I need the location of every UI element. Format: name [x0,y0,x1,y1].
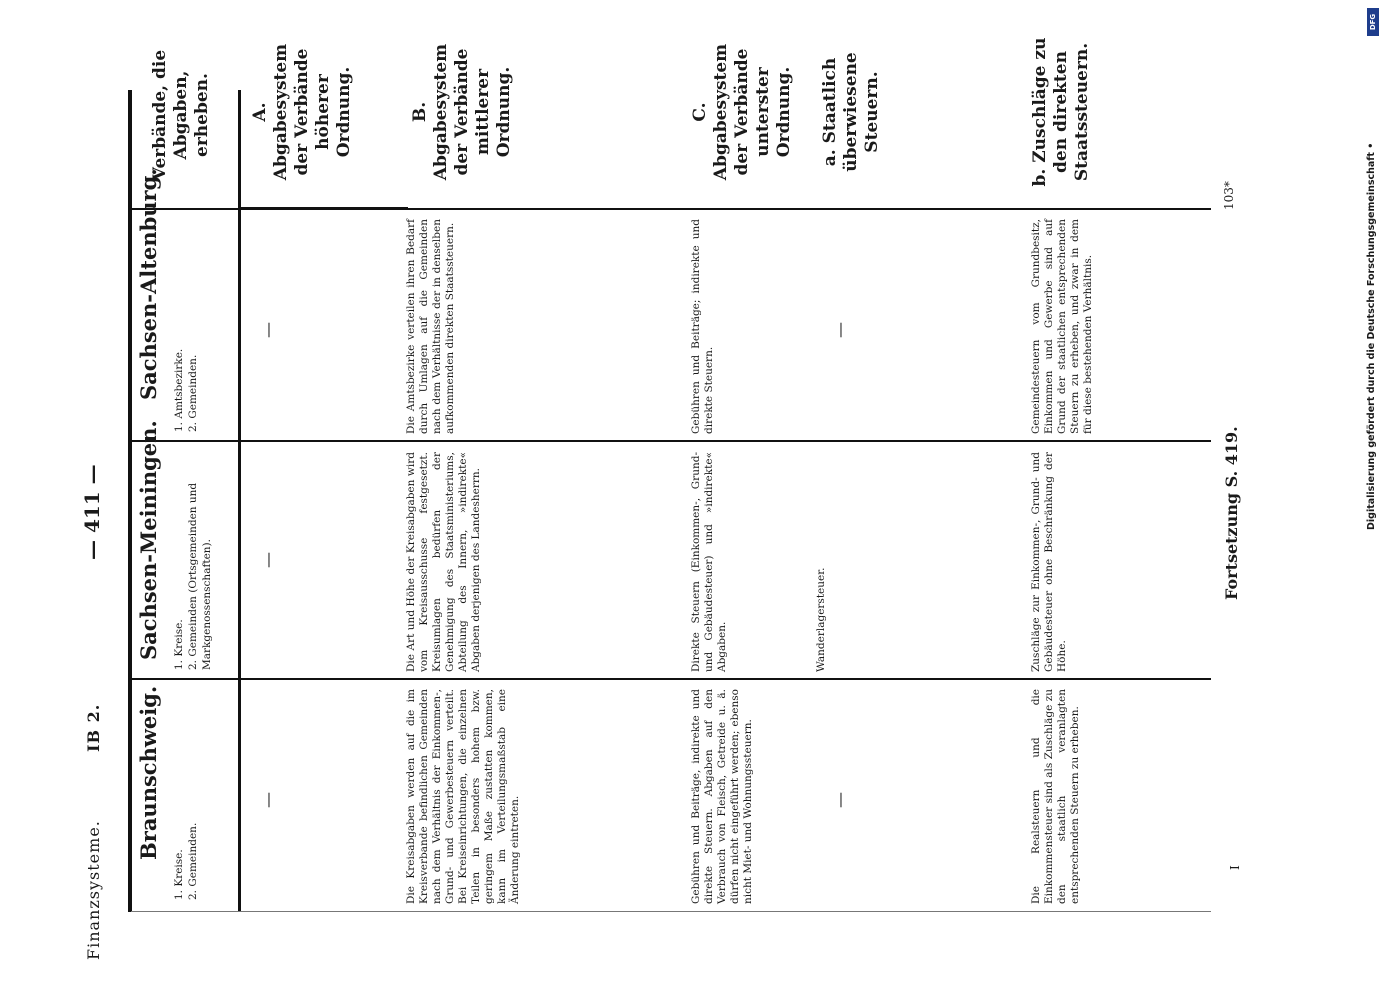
cell-meiningen-row-a-small: Wanderlagersteuer. [815,567,827,672]
rule-col-3 [131,440,1211,442]
list-item: 1. Kreise. [173,849,185,900]
category-row-a-small: a. Staatlich überwiesene Steuern. [820,52,882,172]
column-header-braunschweig: Braunschweig. [136,685,161,860]
column-header-altenburg: Sachsen-Altenburg. [136,168,161,400]
continuation-note: Fortsetzung S. 419. [1222,426,1241,600]
list-altenburg [172,222,200,432]
cell-braunschweig-row-a: — [258,792,277,808]
cell-braunschweig-row-b: Die Kreisabgaben werden auf die im Kreisverbande befindlichen Gemeinden nach dem Verhältnis der Einkommen-, Grund- und Gewerbesteuern verteilt. Bei Kreiseinrichtungen, die einzelnen Teilen in besonders hohem bzw. geringem Maße zustatten kommen, kann im Verteilungsmaßstab eine Änderung eintreten. [405,689,521,904]
signature-mark: I [1228,865,1242,870]
cell-meiningen-row-a: — [258,552,277,568]
category-row-a: A. Abgabesystem der Verbände höherer Ordnung. [250,43,354,181]
rule-header-bottom [238,90,241,912]
cell-altenburg-row-a-small: — [830,322,849,338]
cell-altenburg-row-a: — [258,322,277,338]
cell-braunschweig-row-a-small: — [830,792,849,808]
digitization-note-text: Digitalisierung gefördert durch die Deutsche Forschungsgemeinschaft • [1366,142,1377,530]
cell-braunschweig-row-c: Gebühren und Beiträge, indirekte und direkte Steuern. Abgaben auf den Verbrauch von Fleisch, Getreide u. ä. dürfen nicht eingeführt werden; ebenso nicht Miet- und Wohnungssteuern. [690,689,754,904]
rule-col-1 [131,911,1211,912]
list-item: 2. Gemeinden. [187,822,199,900]
cell-braunschweig-row-b-small: Die Realsteuern und die Einkommensteuer sind als Zuschläge zu den staatlich veranlagten entsprechenden Steuern zu erheben. [1030,689,1081,904]
list-braunschweig [172,690,200,900]
rule-col-4 [131,208,1211,210]
list-item: 1. Amtsbezirke. [173,348,185,432]
digitization-note [1366,10,1378,530]
category-row-b: B. Abgabesystem der Verbände mittlerer Ordnung. [410,43,514,181]
cell-altenburg-row-c: Gebühren und Beiträge; indirekte und direkte Steuern. [690,219,715,434]
cell-meiningen-row-c: Direkte Steuern (Einkommen-, Grund- und Gebäudesteuer) und »indirekte« Abgaben. [690,452,728,672]
page-number: — 411 — [80,464,104,560]
sheet-code: 103* [1222,181,1236,210]
cell-altenburg-row-b-small: Gemeindesteuern vom Grundbesitz, Einkommen und Gewerbe sind auf Grund der staatlichen entsprechenden Steuern zu erheben, und zwar in dem für diese bestehenden Verhältnis. [1030,219,1094,434]
section-title: Finanzsysteme. [84,820,103,960]
list-item: 2. Gemeinden (Ortsgemeinden und Markgenossenschaften). [187,482,213,670]
dfg-logo: DFG [1367,8,1379,36]
cell-altenburg-row-b: Die Amtsbezirke verteilen ihren Bedarf durch Umlagen auf die Gemeinden nach dem Verhältnisse der in denselben aufkommenden direkten Staatssteuern. [405,219,456,434]
category-row-b-small: b. Zuschläge zu den direkten Staatssteuern. [1030,37,1092,187]
cell-meiningen-row-b-small: Zuschläge zur Einkommen-, Grund- und Gebäudesteuer ohne Beschränkung der Höhe. [1030,452,1068,672]
column-header-meiningen: Sachsen-Meiningen. [136,420,161,660]
cell-meiningen-row-b: Die Art und Höhe der Kreisabgaben wird vom Kreisausschusse festgesetzt. Kreisumlagen bedürfen der Genehmigung des Staatsministeriums, Abteilung des Innern, »indirekte« Abgaben derjenigen des Landesherrn. [405,452,482,672]
list-meiningen [172,452,214,670]
category-header: Verbände, die Abgaben, erheben. [150,49,212,181]
rule-col-2 [131,678,1211,680]
list-item: 1. Kreise. [173,619,185,670]
section-label: IB 2. [84,703,103,752]
category-row-c: C. Abgabesystem der Verbände unterster Ordnung. [690,43,794,181]
rule-top [128,90,132,912]
list-item: 2. Gemeinden. [187,354,199,432]
